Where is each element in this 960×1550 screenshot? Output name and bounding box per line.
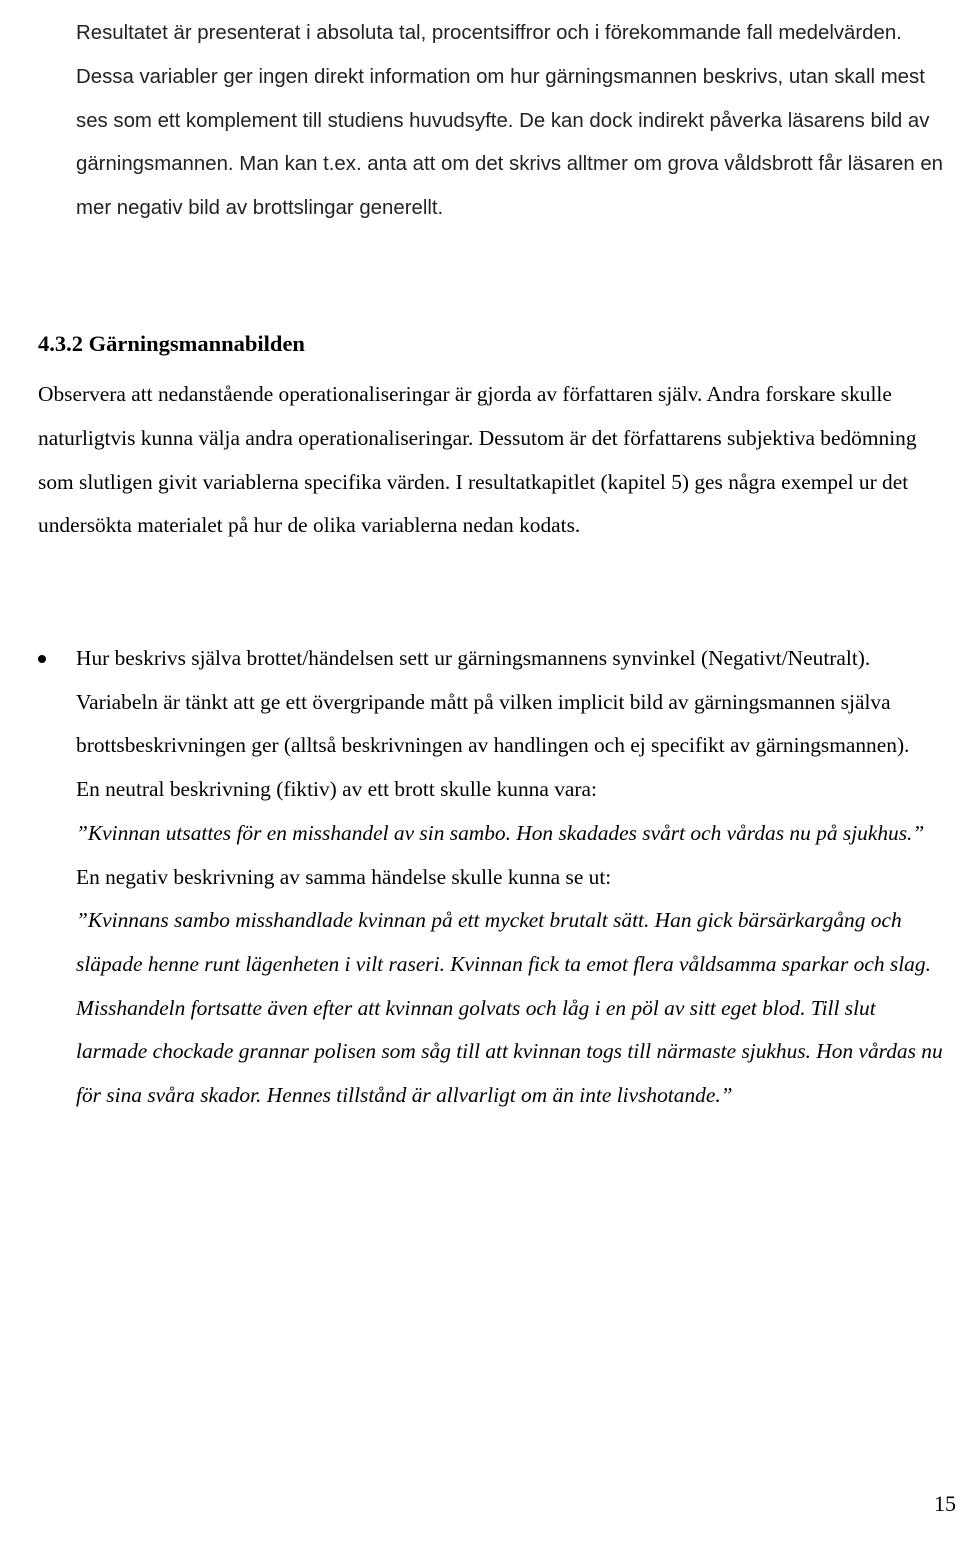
section-paragraph: Observera att nedanstående operationaliseringar är gjorda av författaren själv. Andra forskare skulle naturligtvis kunna välja andra operationaliseringar. Dessutom är det författarens subjektiva bedömning som slutligen givit variablerna specifika värden. I resultatkapitlet (kapitel 5) ges några exempel ur det undersökta materialet på hur de olika variablerna nedan kodats. [38,382,917,538]
negative-example-label: En negativ beskrivning av samma händelse skulle kunna se ut: [76,864,612,889]
bullet-description: Variabeln är tänkt att ge ett övergripande mått på vilken implicit bild av gärningsmannen själva brottsbeskrivningen ger (alltså beskrivningen av handlingen och ej specifikt av gärningsmannen). [76,689,910,758]
neutral-example-quote: ”Kvinnan utsattes för en misshandel av sin sambo. Hon skadades svårt och vårdas nu på sjukhus.” [76,820,925,845]
negative-example-quote: ”Kvinnans sambo misshandlade kvinnan på ett mycket brutalt sätt. Han gick bärsärkargång och släpade henne runt lägenheten i vilt raseri. Kvinnan fick ta emot flera våldsamma sparkar och slag. Misshandeln fortsatte även efter att kvinnan golvats och låg i en pöl av sitt eget blod. Till slut larmade chockade grannar polisen som såg till att kvinnan togs till närmaste sjukhus. Hon vårdas nu för sina svåra skador. Hennes tillstånd är allvarligt om än inte livshotande.” [76,908,943,1108]
bullet-item [76,637,950,1118]
bullet-icon [38,655,46,663]
section-heading: 4.3.2 Gärningsmannabilden [38,331,305,356]
intro-paragraph: Resultatet är presenterat i absoluta tal, procentsiffror och i förekommande fall medelvärden. Dessa variabler ger ingen direkt information om hur gärningsmannen beskrivs, utan skall mest ses som ett komplement till studiens huvudsyfte. De kan dock indirekt påverka läsarens bild av gärningsmannen. Man kan t.ex. anta att om det skrivs alltmer om grova våldsbrott får läsaren en mer negativ bild av brottslingar generellt. [76,22,944,219]
bullet-title: Hur beskrivs själva brottet/händelsen sett ur gärningsmannens synvinkel (Negativt/Neutralt). [76,646,871,670]
neutral-example-label: En neutral beskrivning (fiktiv) av ett brott skulle kunna vara: [76,777,597,802]
page-number: 15 [934,1491,956,1516]
